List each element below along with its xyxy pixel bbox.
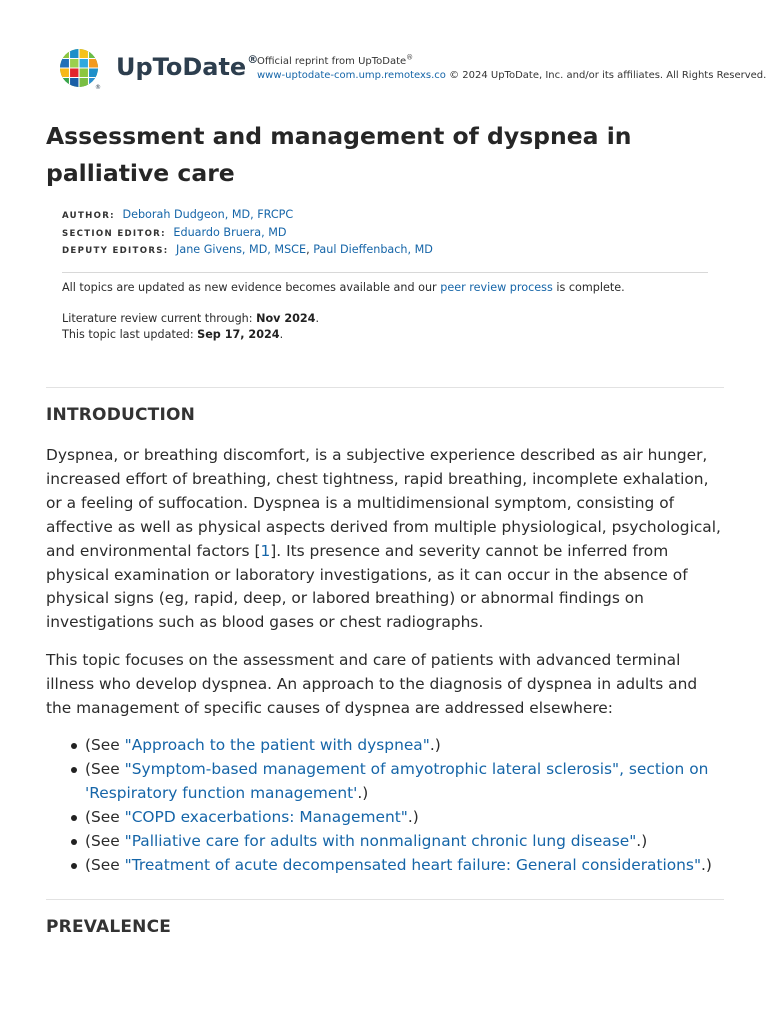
section-editor-label: SECTION EDITOR: [62,228,166,239]
deputy-editors-row [62,242,433,260]
list-item [46,830,726,854]
copyright-line [257,69,766,83]
update-notice [62,280,625,296]
paragraph-text: ]. Its presence and severity cannot be inferred from physical examination or laboratory investigations, as it can occur in the absence of physical signs (eg, rapid, deep, or labored breathing) or abnormal findings on investigations such as blood gases or chest radiographs. [46,541,688,632]
literature-review-label: Literature review current through: [62,312,257,325]
notice-text-before: All topics are updated as new evidence becomes available and our [62,281,441,294]
related-topics-list [46,734,726,877]
introduction-paragraph-1 [46,444,726,635]
see-suffix: .) [357,783,369,802]
literature-review-date: Nov 2024 [256,312,316,325]
reprint-line [257,55,766,69]
site-link[interactable]: www-uptodate-com.ump.remotexs.co [257,70,446,81]
logo-registered-mark: ® [95,84,101,91]
literature-review-end: . [315,312,320,325]
brand-name[interactable] [116,53,258,81]
see-suffix: .) [701,855,712,874]
author-label: AUTHOR: [62,211,115,221]
section-editor-link[interactable]: Eduardo Bruera, MD [173,225,287,239]
see-prefix: (See [85,807,125,826]
last-updated-line [62,327,319,343]
notice-text-after: is complete. [552,281,625,294]
list-item [46,758,726,806]
reference-link-1[interactable]: 1 [260,541,271,560]
list-item [46,806,726,830]
see-prefix: (See [85,831,125,850]
related-topic-link[interactable]: "Approach to the patient with dyspnea" [124,736,430,754]
deputy-editors-label: DEPUTY EDITORS: [62,246,169,257]
section-divider [46,899,724,900]
related-topic-link[interactable]: "Treatment of acute decompensated heart failure: General considerations" [124,855,702,874]
see-suffix: .) [407,807,419,826]
see-prefix: (See [85,759,125,778]
deputy-editor-separator: , [306,243,314,257]
literature-review-line [62,311,319,327]
copyright-text: © 2024 UpToDate, Inc. and/or its affiliates. All Rights Reserved. [445,70,767,81]
author-link[interactable]: Deborah Dudgeon, MD, FRCPC [122,208,294,221]
peer-review-link[interactable]: peer review process [440,281,553,294]
uptodate-logo-icon[interactable] [60,49,100,89]
see-suffix: .) [636,831,648,850]
deputy-editor-link-1[interactable]: Jane Givens, MD, MSCE [176,243,307,257]
section-editor-row [62,225,433,243]
brand-text: UpToDate [116,53,247,81]
paragraph-text: Dyspnea, or breathing discomfort, is a subjective experience described as air hunger, increased effort of breathing, chest tightness, rapid breathing, incomplete exhalation, or a feeling of suffocation. Dyspnea is a multidimensional symptom, consisting of affective as well as physical aspects derived from multiple physiological, psychological, and environmental factors [ [46,446,721,560]
see-prefix: (See [85,855,125,874]
introduction-paragraph-2: This topic focuses on the assessment and care of patients with advanced terminal illness who develop dyspnea. An approach to the diagnosis of dyspnea in adults and the management of specific causes of dyspnea are addressed elsewhere: [46,651,698,717]
section-divider [46,387,724,388]
section-heading-prevalence: PREVALENCE [46,917,172,937]
site-header [60,47,767,91]
page-title: Assessment and management of dyspnea in palliative care [46,122,632,187]
related-topic-link[interactable]: "Symptom-based management of amyotrophic lateral sclerosis", section on 'Respiratory function management' [85,759,709,802]
see-prefix: (See [85,736,125,754]
related-topic-link[interactable]: "Palliative care for adults with nonmalignant chronic lung disease" [124,831,637,850]
literature-review-info [62,311,319,343]
last-updated-label: This topic last updated: [62,328,198,341]
author-row [62,207,433,225]
section-heading-introduction: INTRODUCTION [46,405,196,425]
reprint-trademark: ® [406,53,414,62]
list-item [46,854,726,878]
deputy-editor-link-2[interactable]: Paul Dieffenbach, MD [313,243,433,257]
last-updated-date: Sep 17, 2024 [197,328,280,341]
reprint-notice [257,55,766,83]
reprint-text: Official reprint from UpToDate [257,56,407,67]
divider [62,272,708,273]
last-updated-end: . [279,328,284,341]
list-item [46,734,726,758]
related-topic-link[interactable]: "COPD exacerbations: Management" [124,807,408,826]
author-block [62,207,433,260]
brand-trademark: ® [247,53,259,66]
see-suffix: .) [429,736,441,754]
